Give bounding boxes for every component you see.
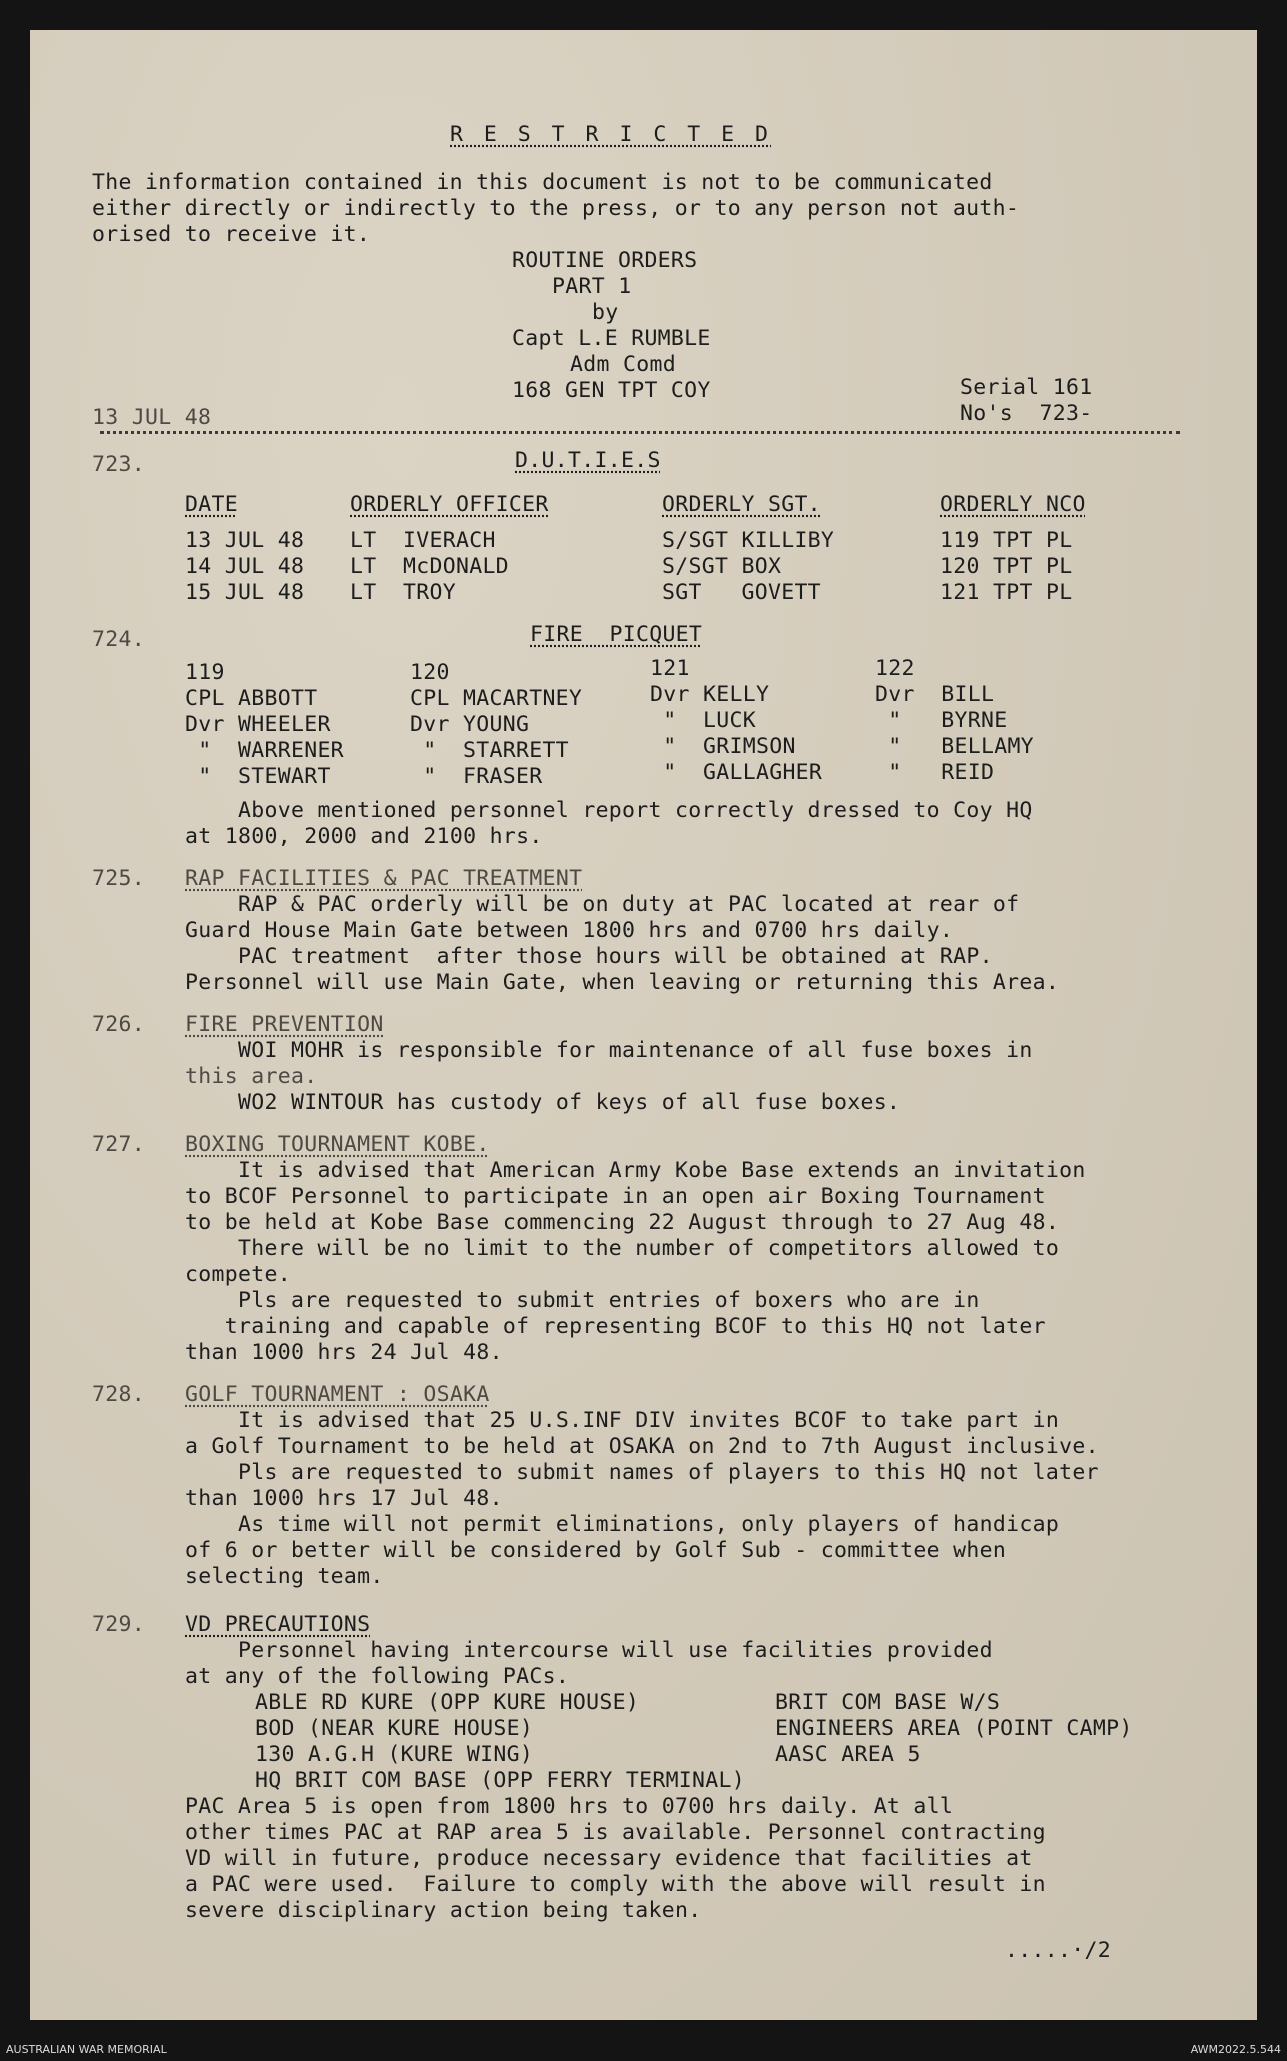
- vd-line-2: other times PAC at RAP area 5 is available. Personnel contracting: [185, 1820, 1046, 1845]
- heading-line-4: Capt L.E RUMBLE: [512, 326, 711, 351]
- duties-row-2-nco: 120 TPT PL: [940, 554, 1073, 579]
- picquet-121-line-2: " LUCK: [650, 708, 756, 733]
- item-726-line-2: this area.: [185, 1064, 318, 1089]
- item-number-728: 728.: [92, 1382, 145, 1407]
- item-728-line-1: It is advised that 25 U.S.INF DIV invites BCOF to take part in: [185, 1408, 1060, 1433]
- picquet-unit-119: 119: [185, 660, 225, 685]
- document-page: [30, 30, 1257, 2020]
- vd-location-left-2: BOD (NEAR KURE HOUSE): [255, 1716, 534, 1741]
- item-726-line-1: WOI MOHR is responsible for maintenance of all fuse boxes in: [185, 1038, 1033, 1063]
- order-date: 13 JUL 48: [92, 405, 212, 430]
- picquet-122-line-1: Dvr BILL: [875, 682, 995, 707]
- duties-row-3-sgt: SGT GOVETT: [662, 580, 821, 605]
- vd-title: VD PRECAUTIONS: [185, 1612, 371, 1637]
- item-725-line-1: RAP & PAC orderly will be on duty at PAC located at rear of: [185, 892, 1020, 917]
- picquet-119-line-2: Dvr WHEELER: [185, 712, 331, 737]
- vd-location-left-3: 130 A.G.H (KURE WING): [255, 1742, 534, 1767]
- duties-row-1-sgt: S/SGT KILLIBY: [662, 528, 835, 553]
- separator-dots: [100, 431, 1180, 434]
- vd-intro-line-1: Personnel having intercourse will use facilities provided: [185, 1638, 993, 1663]
- item-727-line-1: It is advised that American Army Kobe Base extends an invitation: [185, 1158, 1086, 1183]
- duties-row-3-date: 15 JUL 48: [185, 580, 305, 605]
- order-numbers: No's 723-: [960, 401, 1093, 426]
- picquet-120-line-1: CPL MACARTNEY: [410, 686, 583, 711]
- item-726-title: FIRE PREVENTION: [185, 1012, 384, 1037]
- vd-location-right-1: BRIT COM BASE W/S: [775, 1690, 1001, 1715]
- duties-row-1-officer: LT IVERACH: [350, 528, 496, 553]
- picquet-unit-120: 120: [410, 660, 450, 685]
- serial-number: Serial 161: [960, 375, 1093, 400]
- item-number-726: 726.: [92, 1012, 145, 1037]
- duties-col-date: DATE: [185, 492, 238, 517]
- item-725-line-2: Guard House Main Gate between 1800 hrs and 0700 hrs daily.: [185, 918, 954, 943]
- item-725-line-3: PAC treatment after those hours will be obtained at RAP.: [185, 944, 993, 969]
- item-727-line-8: than 1000 hrs 24 Jul 48.: [185, 1340, 503, 1365]
- item-728-line-5: As time will not permit eliminations, only players of handicap: [185, 1512, 1060, 1537]
- vd-intro-line-2: at any of the following PACs.: [185, 1664, 570, 1689]
- picquet-120-line-4: " FRASER: [410, 764, 543, 789]
- warning-line-3: orised to receive it.: [92, 222, 371, 247]
- item-728-line-3: Pls are requested to submit names of players to this HQ not later: [185, 1460, 1099, 1485]
- picquet-note-line-1: Above mentioned personnel report correctly dressed to Coy HQ: [185, 798, 1033, 823]
- item-number-723: 723.: [92, 452, 145, 477]
- vd-line-3: VD will in future, produce necessary evidence that facilities at: [185, 1846, 1033, 1871]
- picquet-122-line-3: " BELLAMY: [875, 734, 1034, 759]
- item-number-725: 725.: [92, 866, 145, 891]
- picquet-121-line-3: " GRIMSON: [650, 734, 796, 759]
- picquet-120-line-3: " STARRETT: [410, 738, 569, 763]
- item-725-line-4: Personnel will use Main Gate, when leaving or returning this Area.: [185, 970, 1060, 995]
- picquet-note-line-2: at 1800, 2000 and 2100 hrs.: [185, 824, 543, 849]
- warning-line-2: either directly or indirectly to the press, or to any person not auth-: [92, 196, 1020, 221]
- duties-row-1-date: 13 JUL 48: [185, 528, 305, 553]
- duties-col-sgt: ORDERLY SGT.: [662, 492, 821, 517]
- duties-row-3-officer: LT TROY: [350, 580, 456, 605]
- heading-line-2: PART 1: [552, 274, 632, 299]
- item-727-line-7: training and capable of representing BCOF to this HQ not later: [185, 1314, 1046, 1339]
- item-727-line-3: to be held at Kobe Base commencing 22 August through to 27 Aug 48.: [185, 1210, 1060, 1235]
- picquet-120-line-2: Dvr YOUNG: [410, 712, 530, 737]
- picquet-unit-122: 122: [875, 656, 915, 681]
- item-727-line-5: compete.: [185, 1262, 291, 1287]
- heading-line-3: by: [592, 300, 619, 325]
- item-727-line-4: There will be no limit to the number of competitors allowed to: [185, 1236, 1060, 1261]
- item-727-title: BOXING TOURNAMENT KOBE.: [185, 1132, 490, 1157]
- restricted-title: R E S T R I C T E D: [450, 122, 772, 147]
- item-number-729: 729.: [92, 1612, 145, 1637]
- duties-col-officer: ORDERLY OFFICER: [350, 492, 549, 517]
- duties-row-3-nco: 121 TPT PL: [940, 580, 1073, 605]
- item-727-line-2: to BCOF Personnel to participate in an open air Boxing Tournament: [185, 1184, 1046, 1209]
- item-727-line-6: Pls are requested to submit entries of boxers who are in: [185, 1288, 980, 1313]
- duties-row-2-officer: LT McDONALD: [350, 554, 509, 579]
- item-number-724: 724.: [92, 627, 145, 652]
- picquet-119-line-1: CPL ABBOTT: [185, 686, 318, 711]
- footer-right: AWM2022.5.544: [1190, 2043, 1281, 2056]
- picquet-119-line-3: " WARRENER: [185, 738, 344, 763]
- heading-line-5: Adm Comd: [570, 352, 676, 377]
- duties-row-2-sgt: S/SGT BOX: [662, 554, 782, 579]
- picquet-121-line-4: " GALLAGHER: [650, 760, 823, 785]
- item-726-line-3: WO2 WINTOUR has custody of keys of all fuse boxes.: [185, 1090, 901, 1115]
- duties-row-1-nco: 119 TPT PL: [940, 528, 1073, 553]
- fire-picquet-title: FIRE PICQUET: [530, 622, 703, 647]
- vd-line-5: severe disciplinary action being taken.: [185, 1898, 702, 1923]
- vd-line-4: a PAC were used. Failure to comply with the above will result in: [185, 1872, 1046, 1897]
- warning-line-1: The information contained in this document is not to be communicated: [92, 170, 993, 195]
- item-728-line-6: of 6 or better will be considered by Golf Sub - committee when: [185, 1538, 1007, 1563]
- vd-location-left-1: ABLE RD KURE (OPP KURE HOUSE): [255, 1690, 640, 1715]
- picquet-122-line-4: " REID: [875, 760, 995, 785]
- picquet-119-line-4: " STEWART: [185, 764, 331, 789]
- item-725-title: RAP FACILITIES & PAC TREATMENT: [185, 866, 583, 891]
- duties-row-2-date: 14 JUL 48: [185, 554, 305, 579]
- vd-location-left-4: HQ BRIT COM BASE (OPP FERRY TERMINAL): [255, 1768, 746, 1793]
- item-number-727: 727.: [92, 1132, 145, 1157]
- item-728-line-2: a Golf Tournament to be held at OSAKA on 2nd to 7th August inclusive.: [185, 1434, 1099, 1459]
- duties-title: D.U.T.I.E.S: [515, 448, 661, 473]
- picquet-121-line-1: Dvr KELLY: [650, 682, 770, 707]
- footer-left: AUSTRALIAN WAR MEMORIAL: [6, 2043, 167, 2056]
- vd-location-right-3: AASC AREA 5: [775, 1742, 921, 1767]
- vd-line-1: PAC Area 5 is open from 1800 hrs to 0700 hrs daily. At all: [185, 1794, 954, 1819]
- heading-line-6: 168 GEN TPT COY: [512, 378, 711, 403]
- picquet-unit-121: 121: [650, 656, 690, 681]
- vd-location-right-2: ENGINEERS AREA (POINT CAMP): [775, 1716, 1133, 1741]
- heading-line-1: ROUTINE ORDERS: [512, 248, 698, 273]
- item-728-line-4: than 1000 hrs 17 Jul 48.: [185, 1486, 503, 1511]
- picquet-122-line-2: " BYRNE: [875, 708, 1008, 733]
- item-728-line-7: selecting team.: [185, 1564, 384, 1589]
- duties-col-nco: ORDERLY NCO: [940, 492, 1086, 517]
- item-728-title: GOLF TOURNAMENT : OSAKA: [185, 1382, 490, 1407]
- page-continue-marker: .....·/2: [1005, 1938, 1111, 1963]
